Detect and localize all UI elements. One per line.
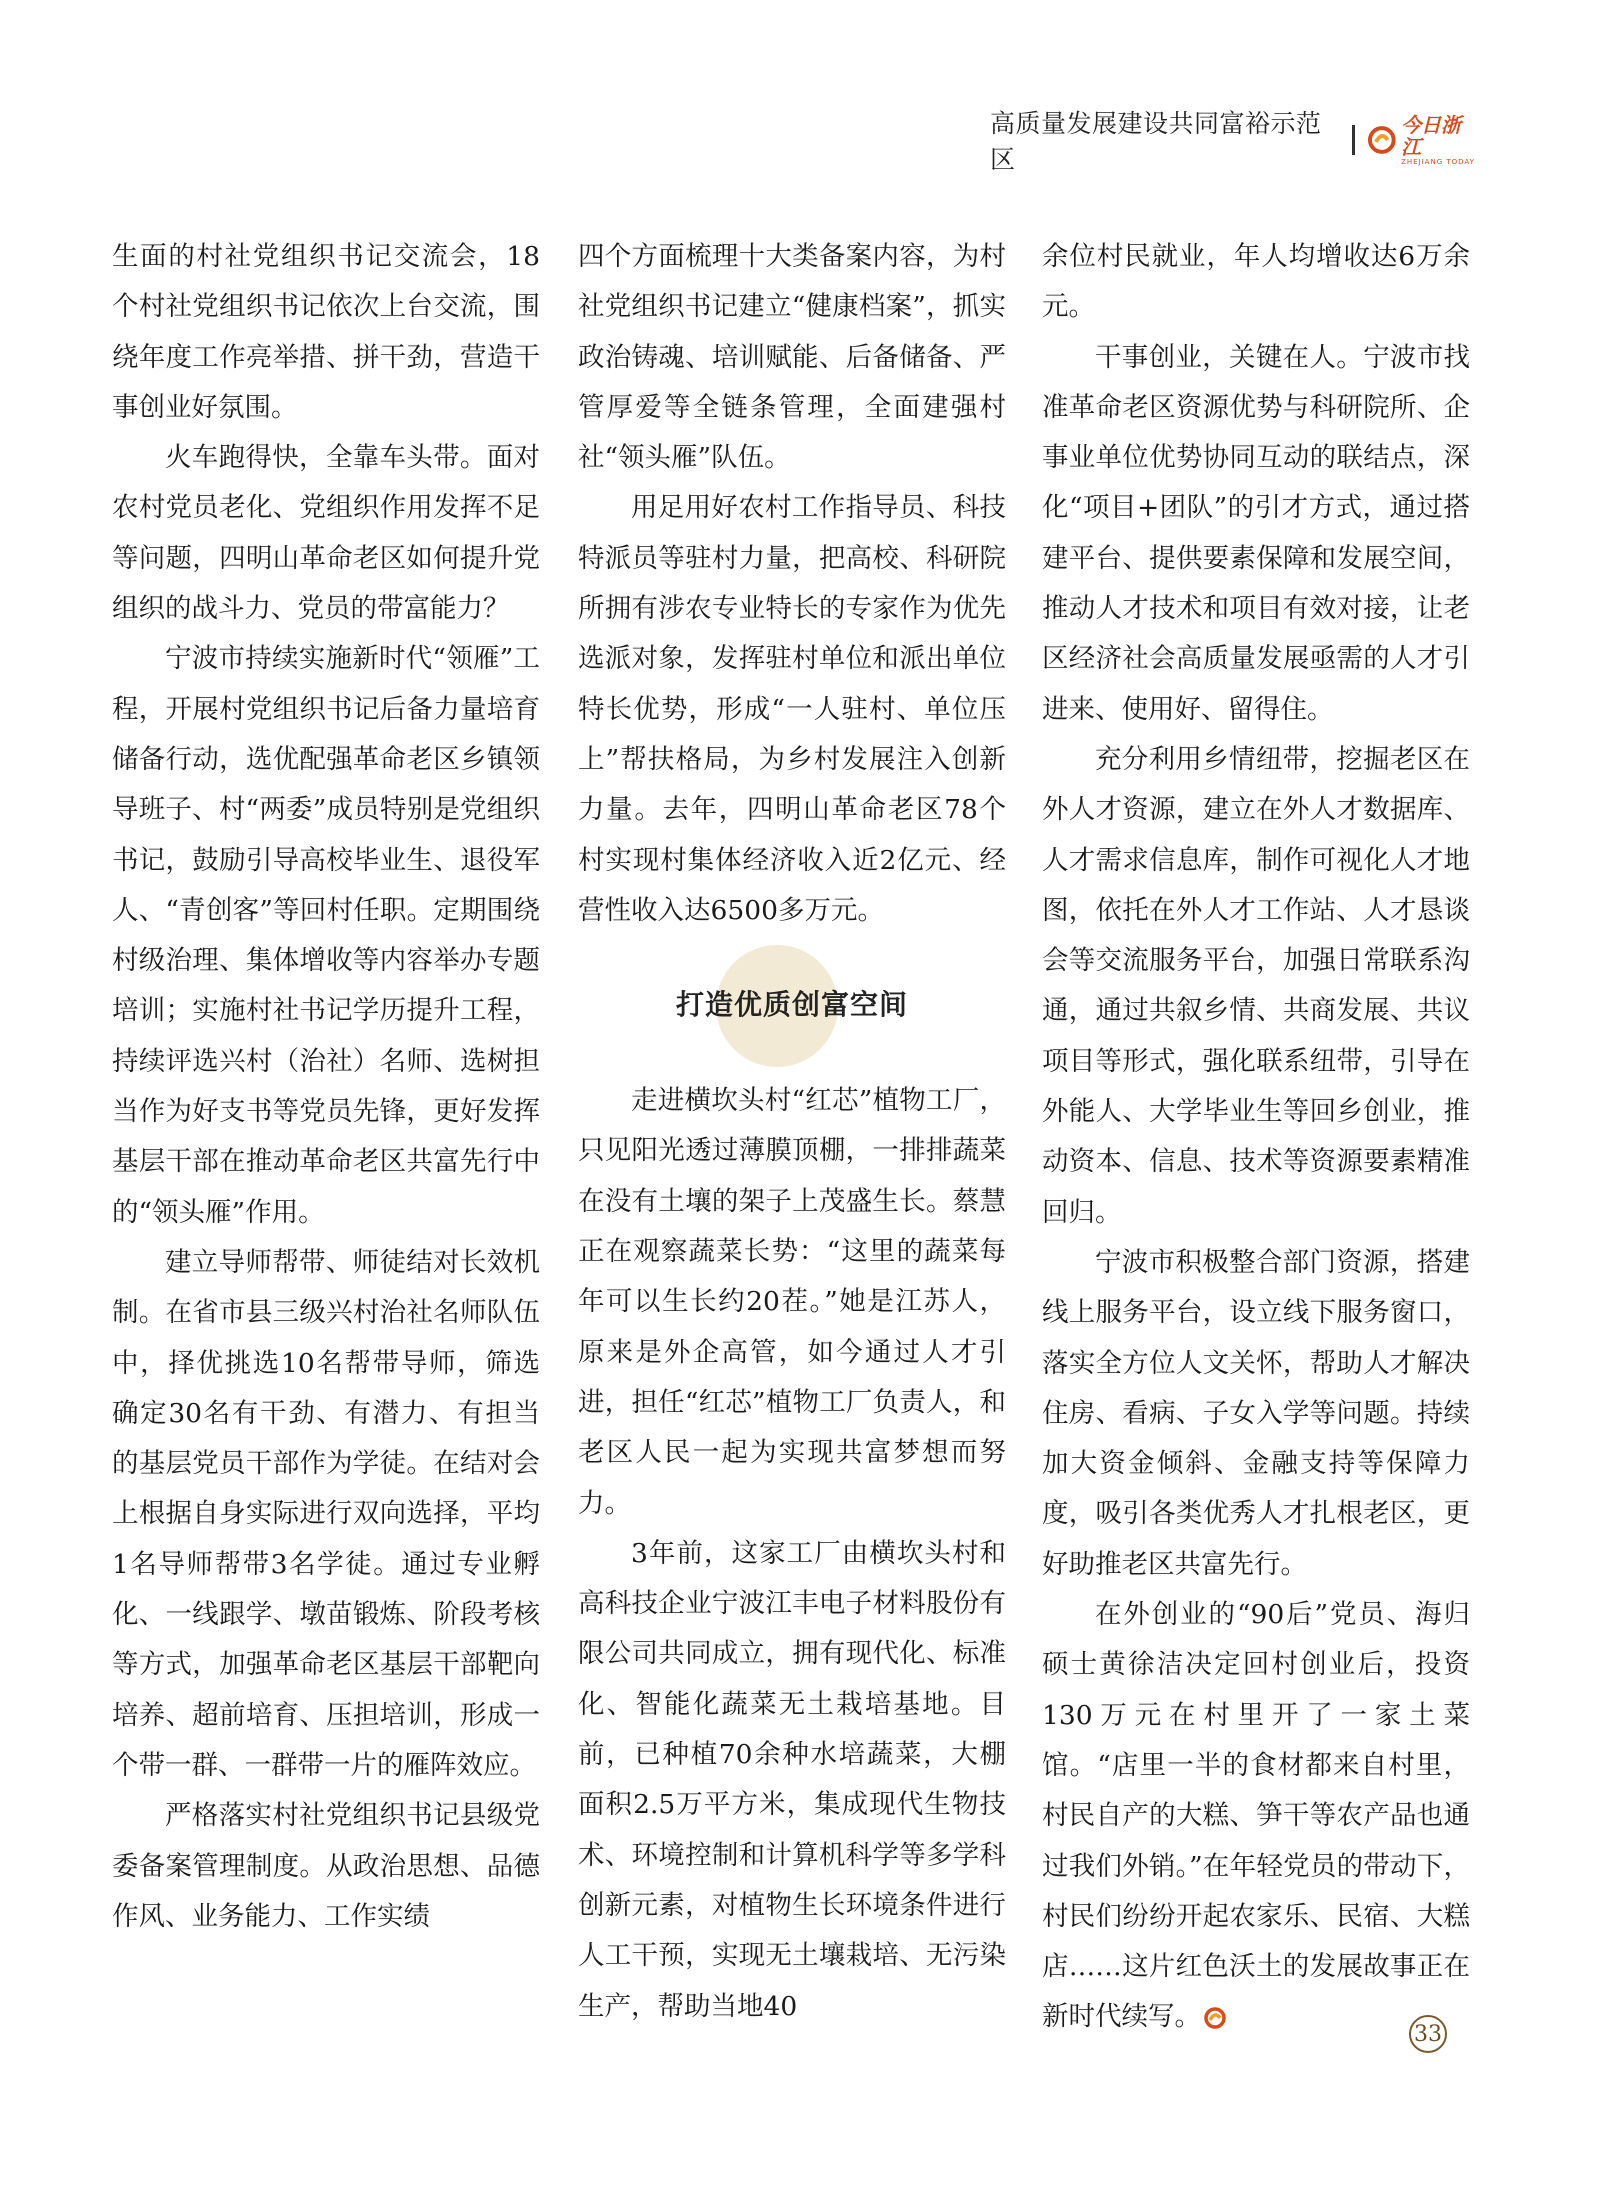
paragraph: 干事创业，关键在人。宁波市找准革命老区资源优势与科研院所、企事业单位优势协同互动的联结点，深化“项目+团队”的引才方式，通过搭建平台、提供要素保障和发展空间，推动人才技术和项目有效对接，让老区经济社会高质量发展亟需的人才引进来、使用好、留得住。 xyxy=(1042,341,1470,725)
subheading-text: 打造优质创富空间 xyxy=(675,988,908,1021)
paragraph: 宁波市持续实施新时代“领雁”工程，开展村党组织书记后备力量培育储备行动，选优配强革命老区乡镇领导班子、村“两委”成员特别是党组织书记，鼓励引导高校毕业生、退役军人、“青创客”等回村任职。定期围绕村级治理、集体增收等内容举办专题培训；实施村社书记学历提升工程，持续评选兴村（治社）名师、选树担当作为好支书等党员先锋，更好发挥基层干部在推动革命老区共富先行中的“领头雁”作用。 xyxy=(112,643,540,1228)
paragraph: 火车跑得快，全靠车头带。面对农村党员老化、党组织作用发挥不足等问题，四明山革命老区如何提升党组织的战斗力、党员的带富能力？ xyxy=(112,442,540,625)
paragraph: 用足用好农村工作指导员、科技特派员等驻村力量，把高校、科研院所拥有涉农专业特长的专家作为优先选派对象，发挥驻村单位和派出单位特长优势，形成“一人驻村、单位压上”帮扶格局，为乡村发展注入创新力量。去年，四明山革命老区78个村实现村集体经济收入近2亿元、经营性收入达6500多万元。 xyxy=(578,492,1006,926)
section-subheading xyxy=(578,940,1006,1070)
paragraph: 3年前，这家工厂由横坎头村和高科技企业宁波江丰电子材料股份有限公司共同成立，拥有现代化、标准化、智能化蔬菜无土栽培基地。目前，已种植70余种水培蔬菜，大棚面积2.5万平方米，集成现代生物技术、环境控制和计算机科学等多学科创新元素，对植物生长环境条件进行人工干预，实现无土壤栽培、无污染生产，帮助当地40 xyxy=(578,1537,1006,2022)
paragraph: 充分利用乡情纽带，挖掘老区在外人才资源，建立在外人才数据库、人才需求信息库，制作可视化人才地图，依托在外人才工作站、人才恳谈会等交流服务平台，加强日常联系沟通，通过共叙乡情、共商发展、共议项目等形式，强化联系纽带，引导在外能人、大学毕业生等回乡创业，推动资本、信息、技术等资源要素精准回归。 xyxy=(1042,743,1470,1228)
page-header xyxy=(990,109,1480,174)
paragraph: 宁波市积极整合部门资源，搭建线上服务平台，设立线下服务窗口，落实全方位人文关怀，帮助人才解决住房、看病、子女入学等问题。持续加大资金倾斜、金融支持等保障力度，吸引各类优秀人才扎根老区，更好助推老区共富先行。 xyxy=(1042,1246,1470,1580)
logo-subtext: ZHEJIANG TODAY xyxy=(1401,157,1475,166)
paragraph: 四个方面梳理十大类备案内容，为村社党组织书记建立“健康档案”，抓实政治铸魂、培训赋能、后备储备、严管厚爱等全链条管理，全面建强村社“领头雁”队伍。 xyxy=(578,241,1006,474)
article-column-2 xyxy=(578,232,1006,2032)
paragraph-text: 在外创业的“90后”党员、海归硕士黄徐洁决定回村创业后，投资130万元在村里开了一家土菜馆。“店里一半的食材都来自村里，村民自产的大糕、笋干等农产品也通过我们外销。”在年轻党员的带动下，村民们纷纷开起农家乐、民宿、大糕店……这片红色沃土的发展故事正在新时代续写。 xyxy=(1042,1599,1470,2033)
paragraph: 建立导师帮带、师徒结对长效机制。在省市县三级兴村治社名师队伍中，择优挑选10名帮带导师，筛选确定30名有干劲、有潜力、有担当的基层党员干部作为学徒。在结对会上根据自身实际进行双向选择，平均1名导师帮带3名学徒。通过专业孵化、一线跟学、墩苗锻炼、阶段考核等方式，加强革命老区基层干部靶向培养、超前培育、压担培训，形成一个带一群、一群带一片的雁阵效应。 xyxy=(112,1246,540,1781)
article-column-1 xyxy=(112,232,540,1942)
logo-text: 今日浙江 xyxy=(1401,112,1462,159)
page-number: 33 xyxy=(1409,2015,1447,2053)
paragraph: 严格落实村社党组织书记县级党委备案管理制度。从政治思想、品德作风、业务能力、工作实绩 xyxy=(112,1800,540,1932)
logo-swirl-icon xyxy=(1367,125,1397,155)
article-end-icon xyxy=(1203,2006,1227,2030)
paragraph: 走进横坎头村“红芯”植物工厂，只见阳光透过薄膜顶棚，一排排蔬菜在没有土壤的架子上茂盛生长。蔡慧正在观察蔬菜长势：“这里的蔬菜每年可以生长约20茬。”她是江苏人，原来是外企高管，如今通过人才引进，担任“红芯”植物工厂负责人，和老区人民一起为实现共富梦想而努力。 xyxy=(578,1085,1006,1519)
header-divider xyxy=(1352,125,1355,155)
paragraph: 生面的村社党组织书记交流会，18个村社党组织书记依次上台交流，围绕年度工作亮举措、拼干劲，营造干事创业好氛围。 xyxy=(112,241,540,423)
magazine-logo xyxy=(1367,114,1480,167)
header-title: 高质量发展建设共同富裕示范区 xyxy=(990,109,1322,174)
paragraph xyxy=(1042,1590,1470,2043)
paragraph: 余位村民就业，年人均增收达6万余元。 xyxy=(1042,241,1470,323)
article-column-3 xyxy=(1042,232,1470,2043)
